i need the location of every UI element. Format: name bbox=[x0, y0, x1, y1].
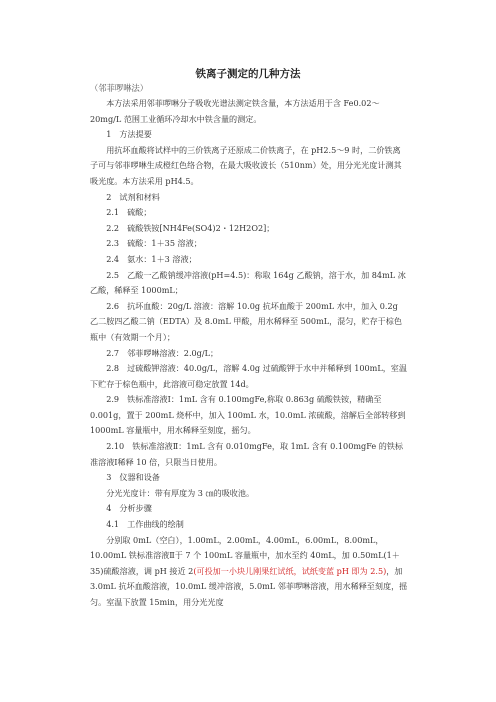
intro-paragraph: 本方法采用邻菲啰啉分子吸收光谱法测定铁含量，本方法适用于含 Fe0.02～20mg/L 范围工业循环冷却水中铁含量的测定。 bbox=[90, 98, 380, 124]
section-heading-4: 4 分析步骤 bbox=[106, 503, 152, 514]
reagent-item: 2.6 抗坏血酸：20g/L 溶液：溶解 10.0g 抗坏血酸于 200mL 水中，加入 0.2g 乙二胺四乙酸二钠（EDTA）及 8.0mL 甲酸，用水稀释至 500mL，混匀，贮存于棕色瓶中（有效期一个月）； bbox=[90, 300, 402, 342]
section-heading-1: 1 方法提要 bbox=[106, 129, 152, 140]
reagent-item: 2.5 乙酸一乙酸钠缓冲溶液(pH=4.5)：称取 164g 乙酸钠，溶于水，加 84mL 冰乙酸，稀释至 1000mL； bbox=[90, 269, 406, 296]
document-title: 铁离子测定的几种方法 bbox=[195, 68, 301, 80]
reagent-item: 2.3 硫酸：1＋35 溶液； bbox=[106, 238, 202, 249]
reagent-item: 2.9 铁标准溶液Ⅰ：1mL 含有 0.100mgFe,称取 0.863g 硫酸铁铵，精确至 0.001g，置于 200mL 烧杯中，加入 100mL 水，10.0mL 浓硫酸，溶解后全部转移到 1000mL 容量瓶中，用水稀释至刻度，摇匀。 bbox=[90, 394, 406, 436]
procedure-paragraph bbox=[90, 533, 408, 611]
document-subtitle: （邻菲啰啉法） bbox=[90, 83, 149, 93]
summary-paragraph: 用抗坏血酸将试样中的三价铁离子还原成二价铁离子，在 pH2.5～9 时，二价铁离子可与邻菲啰啉生成橙红色络合物，在最大吸收波长（510nm）处，用分光光度计测其吸光度。本方法采用 pH4.5。 bbox=[90, 144, 402, 186]
section-heading-3: 3 仪器和设备 bbox=[106, 472, 160, 483]
instrument-paragraph: 分光光度计：带有厚度为 3 ㎝的吸收池。 bbox=[106, 487, 255, 498]
document-body bbox=[90, 96, 408, 611]
reagent-item: 2.1 硫酸； bbox=[106, 207, 152, 218]
section-heading-2: 2 试剂和材料 bbox=[106, 191, 160, 202]
reagent-item: 2.7 邻菲啰啉溶液：2.0g/L； bbox=[106, 347, 219, 358]
reagent-item: 2.4 氨水：1＋3 溶液； bbox=[106, 253, 197, 264]
procedure-text-a: 分别取 0mL（空白），1.00mL，2.00mL，4.00mL，6.00mL，8.00mL，10.00mL 铁标准溶液Ⅱ于 7 个 100mL 容量瓶中，加水至约 40mL，加 0.50mL(1＋35)硫酸溶液，调 pH 接近 2 bbox=[90, 534, 400, 576]
reagent-item: 2.2 硫酸铁铵[NH4Fe(SO4)2・12H2O2]； bbox=[106, 222, 275, 233]
procedure-text-b: ，加 3.0mL 抗坏血酸溶液，10.0mL 缓冲溶液，5.0mL 邻菲啰啉溶液，用水稀释至刻度，摇匀。室温下放置 15min，用分光光度 bbox=[90, 565, 408, 607]
reagent-item: 2.8 过硫酸钾溶液：40.0g/L，溶解 4.0g 过硫酸钾于水中并稀释到 100mL，室温下贮存于棕色瓶中，此溶液可稳定放置 14d。 bbox=[90, 363, 407, 389]
subsection-heading-4-1: 4.1 工作曲线的绘制 bbox=[106, 519, 184, 530]
reagent-item: 2.10 铁标准溶液Ⅱ：1mL 含有 0.010mgFe，取 1mL 含有 0.100mgFe 的铁标准溶液Ⅰ稀释 10 倍，只限当日使用。 bbox=[90, 441, 404, 467]
procedure-note-red: (可投加一小块儿刚果红试纸，试纸变蓝 pH 即为 2.5) bbox=[193, 565, 387, 576]
